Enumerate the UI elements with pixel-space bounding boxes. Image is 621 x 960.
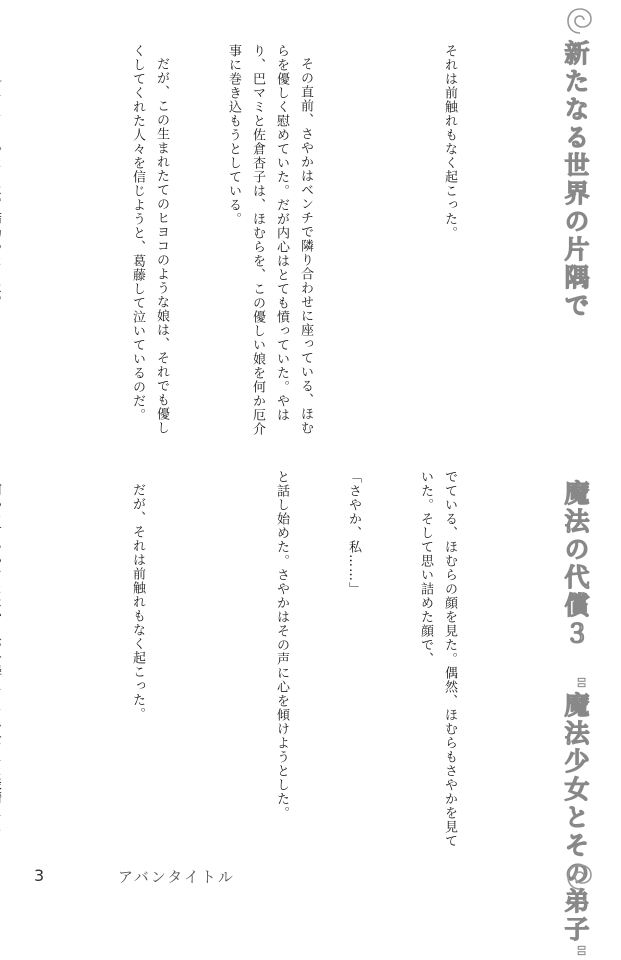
lower-line-0: でている、ほむらの顔を見た。偶然、ほむらもさやかを見ていた。そして思い詰めた顔で、 bbox=[418, 470, 457, 848]
lower-paragraph-6 bbox=[0, 470, 5, 858]
page-number: 3 bbox=[34, 866, 45, 885]
upper-paragraph-2: その直前、さやかはベンチで隣り合わせに座っている、ほむらを優しく慰めていた。だが内心はとても憤っていた。やはり、巴マミと佐倉杏子は、ほむらを、この優しい娘を何か厄介事に巻き込もうとしている。 bbox=[226, 44, 313, 436]
upper-text-column bbox=[39, 44, 509, 439]
upper-line-1: それは前触れもなく起こった。 bbox=[442, 44, 457, 240]
lower-line-2: と話し始めた。さやかはその声に心を傾けようとした。 bbox=[274, 470, 289, 820]
lower-paragraph-4: だが、それは前触れもなく起こった。 bbox=[130, 483, 145, 721]
series-title: 新たなる世界の片隅で bbox=[561, 40, 590, 320]
story-title: 魔法の代償３ "魔法少女とその弟子" bbox=[561, 480, 590, 960]
upper-paragraph-3: だが、この生まれたてのヒヨコのような娘は、それでも優しくしてくれた人々を信じようと、葛藤して泣いているのだ。 bbox=[130, 44, 169, 435]
swirl-ornament-icon bbox=[565, 6, 595, 36]
lower-dialogue-1: 「さやか、私……」 bbox=[346, 470, 361, 596]
chapter-label: アバンタイトル bbox=[118, 868, 235, 886]
lower-text-column bbox=[39, 470, 509, 858]
swirl-ornament-icon bbox=[565, 862, 595, 892]
upper-paragraph-5 bbox=[0, 44, 5, 439]
